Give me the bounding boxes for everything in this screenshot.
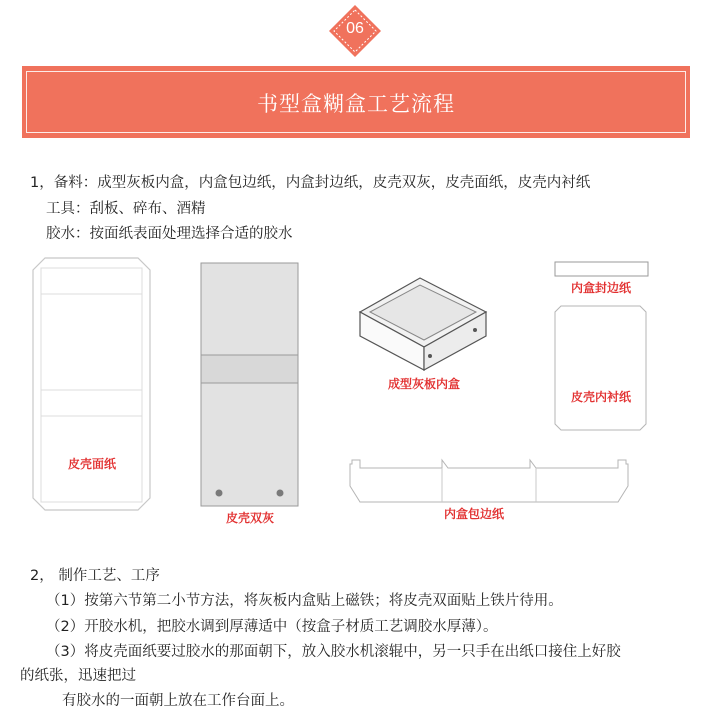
section-title: 书型盒糊盒工艺流程 — [257, 92, 455, 116]
label-inner-box-wrap-paper: 内盒包边纸 — [443, 507, 505, 521]
step2-item3-line1: （3）将皮壳面纸要过胶水的那面朝下，放入胶水机滚辊中，另一只手在出纸口接住上好胶 — [46, 644, 621, 660]
cover-face-paper-sheet — [33, 258, 150, 510]
step1-tools: 工具：刮板、碎布、酒精 — [46, 201, 206, 217]
cover-double-grey-board — [201, 263, 298, 525]
label-cover-lining-paper: 皮壳内衬纸 — [570, 390, 632, 404]
step1-glue: 胶水：按面纸表面处理选择合适的胶水 — [46, 226, 293, 242]
step2-heading: 2， 制作工艺、工序 — [30, 568, 160, 584]
step2-item3-line2: 的纸张，迅速把过 — [20, 668, 136, 684]
label-inner-box-seal-paper: 内盒封边纸 — [570, 281, 632, 295]
materials-diagram — [0, 250, 709, 540]
inner-box-seal-paper — [555, 262, 648, 295]
step2-item3-line3: 有胶水的一面朝上放在工作台面上。 — [62, 693, 294, 709]
label-formed-inner-box: 成型灰板内盒 — [387, 377, 461, 391]
cover-lining-paper — [555, 306, 646, 430]
section-number: 06 — [346, 20, 364, 37]
formed-inner-box — [360, 278, 486, 391]
step2-item2: （2）开胶水机，把胶水调到厚薄适中（按盒子材质工艺调胶水厚薄）。 — [46, 619, 498, 635]
inner-box-wrap-paper — [350, 460, 628, 521]
section-title-banner — [22, 66, 690, 138]
label-cover-face-paper: 皮壳面纸 — [67, 457, 117, 471]
label-cover-double-grey: 皮壳双灰 — [225, 511, 275, 525]
step1-materials: 1，备料：成型灰板内盒，内盒包边纸，内盒封边纸，皮壳双灰，皮壳面纸，皮壳内衬纸 — [30, 175, 591, 191]
step2-item1: （1）按第六节第二小节方法，将灰板内盒贴上磁铁；将皮壳双面贴上铁片待用。 — [46, 593, 563, 609]
section-number-badge — [328, 4, 382, 58]
